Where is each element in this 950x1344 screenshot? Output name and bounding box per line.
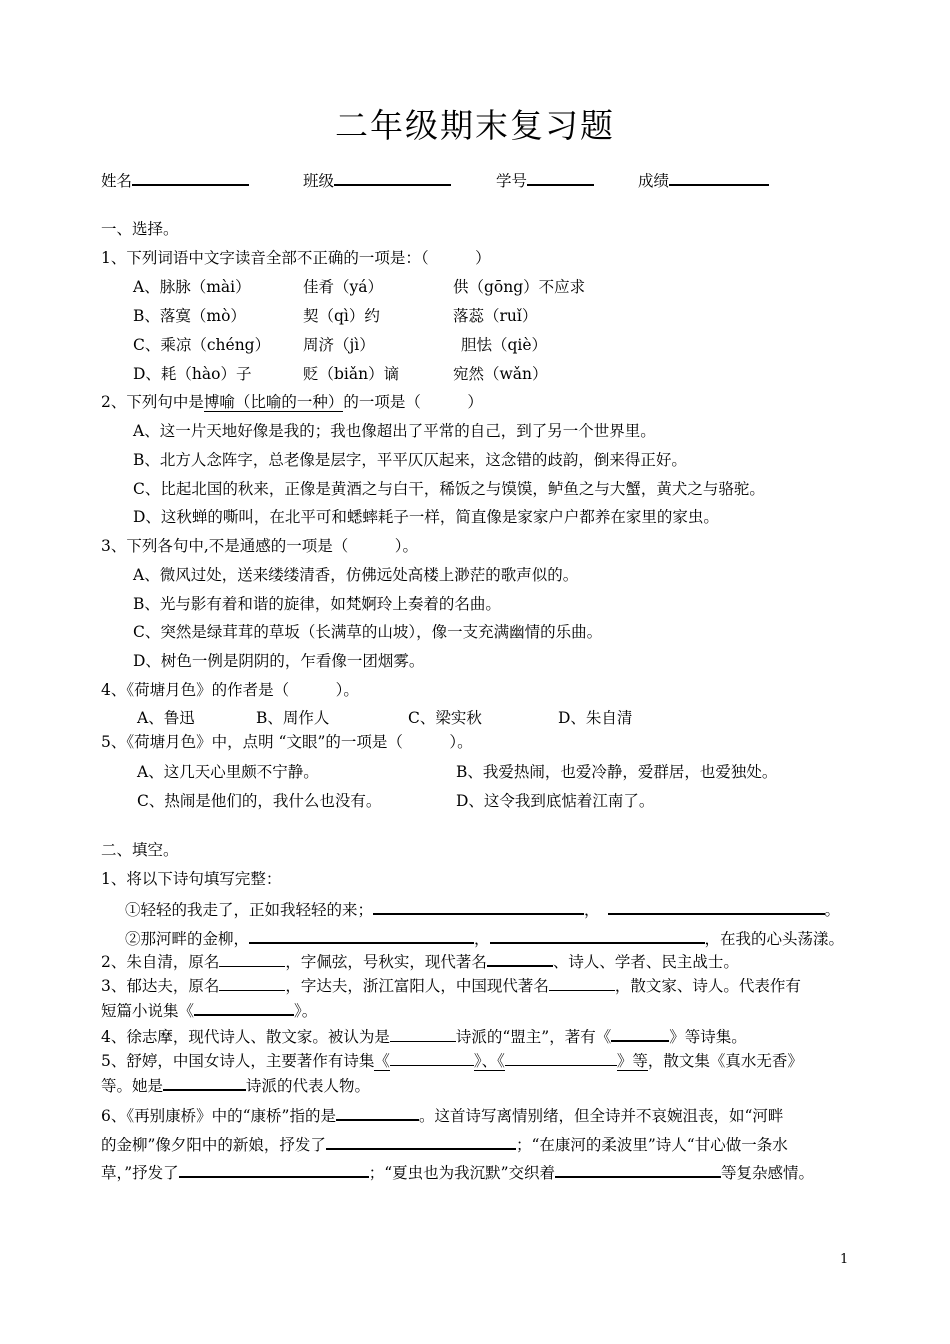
q2-stem-underlined: 博喻（比喻的一种）	[203, 393, 344, 411]
fill-q5-blank-1[interactable]	[390, 1050, 474, 1066]
fill-q4-blank-2[interactable]	[611, 1025, 669, 1042]
fill-q6-line1	[101, 1104, 783, 1126]
fill-q4	[101, 1025, 747, 1047]
q4-option-b: B、周作人	[256, 709, 330, 727]
q3-option-b: B、光与影有着和谐的旋律，如梵婀玲上奏着的名曲。	[133, 595, 501, 613]
q1-option-a-3: 供（gōng）不应求	[453, 278, 586, 296]
score-blank[interactable]	[669, 169, 769, 186]
section1-heading: 一、选择。	[101, 220, 179, 238]
fill-q3-text-5: 》。	[294, 1002, 318, 1020]
q1-option-d-1: D、耗（hào）子	[133, 365, 252, 383]
class-label: 班级	[303, 172, 335, 190]
class-blank[interactable]	[334, 169, 451, 186]
q3-option-d: D、树色一例是阴阴的，乍看像一团烟雾。	[133, 652, 425, 670]
fill-q6-blank-2[interactable]	[326, 1133, 516, 1150]
fill-q3-text-1: 3、郁达夫，原名	[101, 977, 220, 995]
fill-q5-text-2: ，散文集《真水无香》	[647, 1052, 803, 1070]
fill-q3-text-3: ，散文家、诗人。代表作有	[614, 977, 801, 995]
q2-option-c: C、比起北国的秋来，正像是黄酒之与白干，稀饭之与馍馍，鲈鱼之与大蟹，黄犬之与骆驼。	[133, 480, 765, 498]
fill-q4-text-2: 诗派的“盟主”，著有《	[455, 1028, 612, 1046]
fill-q2-blank-1[interactable]	[219, 951, 285, 967]
fill-q1-line1	[125, 898, 840, 920]
fill-q1-line2-blank-1[interactable]	[249, 927, 474, 944]
fill-q2	[101, 950, 739, 972]
q1-option-b-1: B、落寞（mò）	[133, 307, 246, 325]
fill-q3-line1	[101, 975, 801, 996]
fill-q5-blank-3[interactable]	[163, 1074, 246, 1091]
number-blank[interactable]	[527, 169, 594, 186]
fill-q6-text-3: 的金柳”像夕阳中的新娘，抒发了	[101, 1136, 326, 1154]
fill-q5-text-1: 5、舒婷，中国女诗人，主要著作有诗集	[101, 1052, 375, 1070]
fill-q6-text-2: 。这首诗写离情别绪，但全诗并不哀婉沮丧，如“河畔	[418, 1107, 784, 1125]
fill-q6-text-1: 6、《再别康桥》中的“康桥”指的是	[101, 1107, 336, 1125]
q1-option-c-3: 胆怯（qiè）	[461, 336, 548, 354]
q2-stem-post: 的一项是（ ）	[343, 393, 483, 411]
fill-q6-blank-4[interactable]	[555, 1161, 721, 1178]
name-label: 姓名	[101, 172, 133, 190]
fill-q6-blank-3[interactable]	[179, 1161, 369, 1178]
q1-stem: 1、下列词语中文字读音全部不正确的一项是：（ ）	[101, 249, 491, 267]
q5-option-d: D、这令我到底惦着江南了。	[456, 792, 655, 810]
fill-q6-line2	[101, 1133, 788, 1155]
q5-option-c: C、热闹是他们的，我什么也没有。	[137, 792, 382, 810]
q3-option-c: C、突然是绿茸茸的草坂（长满草的山坡），像一支充满幽情的乐曲。	[133, 623, 603, 641]
q5-option-b: B、我爱热闹，也爱冷静，爱群居，也爱独处。	[456, 763, 778, 781]
fill-q2-text-2: ，字佩弦，号秋实，现代著名	[285, 953, 487, 971]
q1-option-d-2: 贬（biǎn）谪	[303, 365, 400, 383]
page-number: 1	[840, 1252, 849, 1267]
fill-q5-line1	[101, 1050, 803, 1071]
fill-q1-line2-text: ②那河畔的金柳，	[125, 930, 250, 948]
fill-q1-stem: 1、将以下诗句填写完整：	[101, 870, 282, 888]
fill-q3-blank-2[interactable]	[549, 975, 615, 991]
q1-option-a-1: A、脉脉（mài）	[133, 278, 251, 296]
q1-option-a-2: 佳肴（yá）	[303, 278, 383, 296]
q2-option-d: D、这秋蝉的嘶叫，在北平可和蟋蟀耗子一样，简直像是家家户户都养在家里的家虫。	[133, 508, 719, 526]
fill-q2-text-1: 2、朱自清，原名	[101, 953, 220, 971]
fill-q4-blank-1[interactable]	[390, 1026, 456, 1042]
q5-option-a: A、这几天心里颇不宁静。	[137, 763, 319, 781]
fill-q3-text-4: 短篇小说集《	[101, 1002, 195, 1020]
fill-q1-line1-sep: ，	[584, 901, 600, 919]
fill-q5-close: 》等	[616, 1052, 648, 1070]
fill-q6-blank-1[interactable]	[336, 1104, 419, 1121]
fill-q5-text-4: 诗派的代表人物。	[246, 1077, 371, 1095]
number-label: 学号	[496, 172, 528, 190]
fill-q4-text-1: 4、徐志摩，现代诗人、散文家。被认为是	[101, 1028, 390, 1046]
fill-q3-line2	[101, 999, 317, 1021]
name-blank[interactable]	[132, 169, 249, 186]
q1-option-c-2: 周济（jì）	[303, 336, 375, 354]
fill-q6-text-5: 草，”抒发了	[101, 1164, 179, 1182]
fill-q6-text-7: 等复杂感情。	[721, 1164, 815, 1182]
fill-q6-text-6: ；“夏虫也为我沉默”交织着	[368, 1164, 556, 1182]
fill-q2-blank-2[interactable]	[487, 950, 553, 967]
fill-q6-line3	[101, 1161, 814, 1183]
fill-q5-line2	[101, 1074, 370, 1096]
class-field	[303, 169, 451, 191]
fill-q3-blank-3[interactable]	[194, 999, 294, 1016]
q1-option-d-3: 宛然（wǎn）	[453, 365, 548, 383]
q5-stem: 5、《荷塘月色》中，点明 “文眼”的一项是（ ）。	[101, 733, 473, 751]
fill-q5-sep: 》、《	[473, 1052, 505, 1070]
q1-option-b-2: 契（qì）约	[303, 307, 380, 325]
fill-q1-line1-end: 。	[824, 901, 841, 919]
q4-option-c: C、梁实秋	[408, 709, 482, 727]
q2-option-b: B、北方人念阵字，总老像是层字，平平仄仄起来，这念错的歧韵，倒来得正好。	[133, 451, 687, 469]
fill-q1-line2	[125, 927, 844, 949]
name-field	[101, 169, 249, 191]
fill-q5-text-3: 等。她是	[101, 1077, 164, 1095]
fill-q1-line1-blank-1[interactable]	[373, 898, 584, 915]
section2-heading: 二、填空。	[101, 841, 179, 859]
page-title: 二年级期末复习题	[335, 106, 615, 145]
fill-q1-line1-text: ①轻轻的我走了，正如我轻轻的来；	[125, 901, 374, 919]
q4-option-d: D、朱自清	[558, 709, 633, 727]
fill-q3-text-2: ，字达夫，浙江富阳人，中国现代著名	[285, 977, 549, 995]
q2-option-a: A、这一片天地好像是我的；我也像超出了平常的自己，到了另一个世界里。	[133, 422, 656, 440]
fill-q1-line1-blank-2[interactable]	[608, 898, 825, 915]
fill-q4-text-3: 》等诗集。	[669, 1028, 747, 1046]
fill-q6-text-4: ；“在康河的柔波里”诗人“甘心做一条水	[515, 1136, 788, 1154]
q2-stem	[101, 392, 483, 412]
q3-stem: 3、下列各句中,不是通感的一项是（ ）。	[101, 537, 419, 555]
fill-q1-line2-blank-2[interactable]	[490, 927, 705, 944]
q4-option-a: A、鲁迅	[137, 709, 195, 727]
fill-q2-text-3: 、诗人、学者、民主战士。	[552, 953, 739, 971]
q1-option-b-3: 落蕊（ruǐ）	[453, 307, 538, 325]
q3-option-a: A、微风过处，送来缕缕清香，仿佛远处高楼上渺茫的歌声似的。	[133, 566, 579, 584]
q1-option-c-1: C、乘凉（chéng）	[133, 336, 271, 354]
q2-stem-pre: 2、下列句中是	[101, 393, 204, 411]
fill-q5-blank-2[interactable]	[505, 1050, 617, 1066]
score-field	[638, 169, 769, 191]
score-label: 成绩	[638, 172, 670, 190]
fill-q1-line2-end: ，在我的心头荡漾。	[704, 930, 845, 948]
fill-q5-open-1: 《	[374, 1052, 390, 1070]
q4-stem: 4、《荷塘月色》的作者是（ ）。	[101, 681, 359, 699]
fill-q3-blank-1[interactable]	[219, 975, 285, 991]
number-field	[496, 169, 594, 191]
fill-q1-line2-sep: ，	[474, 930, 490, 948]
